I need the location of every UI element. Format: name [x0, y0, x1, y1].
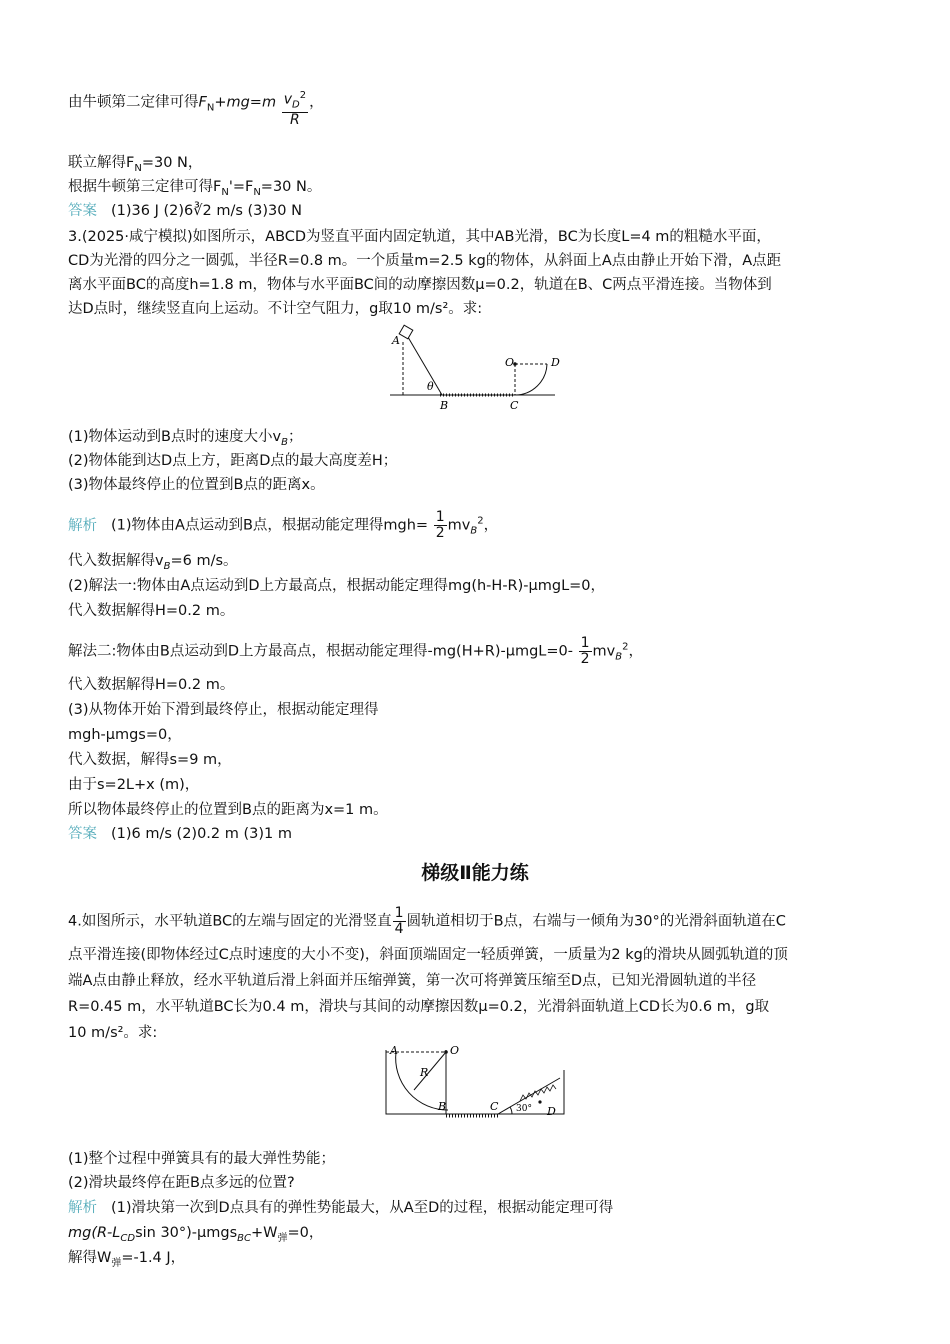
fraction: $\frac{1}{4}$ [394, 905, 404, 937]
sub-question: (3)物体最终停止的位置到B点的距离x。 [68, 477, 325, 493]
svg-text:A: A [392, 334, 400, 347]
section-title: 梯级Ⅱ能力练 [421, 862, 529, 884]
solution-line: 由于s=2L+x (m)， [68, 777, 200, 793]
sub-question: (1)整个过程中弹簧具有的最大弹性势能； [68, 1151, 336, 1167]
solution-line: 代入数据解得H=0.2 m。 [68, 677, 235, 693]
solution-line: (2)解法一:物体由A点运动到D上方最高点，根据动能定理得mg(h-H-R)-μmgL=0， [68, 578, 606, 594]
question-3-text: 离水平面BC的高度h=1.8 m，物体与水平面BC间的动摩擦因数μ=0.2，轨道在B、C两点平滑连接。当物体到 [68, 277, 772, 293]
svg-text:C: C [510, 399, 519, 412]
svg-text:D: D [551, 356, 560, 369]
question-4-text: 10 m/s²。求: [68, 1025, 158, 1041]
solution-line: 解得$W_弹=-1.4$ J， [68, 1250, 186, 1269]
sub-question: (1)物体运动到B点时的速度大小$v_B$； [68, 429, 303, 448]
question-3-text: 3.(2025·咸宁模拟)如图所示，ABCD为竖直平面内固定轨道，其中AB光滑，BC为长度L=4 m的粗糙水平面， [68, 229, 771, 245]
text-line: 联立解得$F_N=30$ N， [68, 155, 203, 174]
solution-line: 解析 (1)物体由A点运动到B点，根据动能定理得mgh= $\frac{1}{2}$ $mv_B^2$， [68, 509, 499, 541]
svg-text:θ: θ [427, 380, 434, 393]
question-4-text: 4.如图所示，水平轨道BC的左端与固定的光滑竖直 $\frac{1}{4}$ 圆轨道相切于B点，右端与一倾角为30°的光滑斜面轨道在C [68, 905, 786, 937]
solution-line: 代入数据，解得s=9 m， [68, 752, 232, 768]
fraction: $\frac{v_D^2}{R}$ [283, 90, 307, 129]
solution-line: 解析 (1)滑块第一次到D点具有的弹性势能最大，从A至D的过程，根据动能定理可得 [68, 1200, 614, 1216]
question-3-text: CD为光滑的四分之一圆弧，半径R=0.8 m。一个质量m=2.5 kg的物体，从斜面上A点由静止开始下滑，A点距 [68, 253, 782, 269]
svg-text:30°: 30° [516, 1104, 532, 1114]
svg-text:B: B [440, 399, 449, 412]
answer-line: 答案 (1)6 m/s (2)0.2 m (3)1 m [68, 826, 292, 842]
svg-text:C: C [490, 1100, 499, 1113]
svg-text:A: A [390, 1044, 398, 1057]
solution-line: 所以物体最终停止的位置到B点的距离为x=1 m。 [68, 802, 388, 818]
solution-line: 解法二:物体由B点运动到D上方最高点，根据动能定理得-mg(H+R)-μmgL=0- $\frac{1}{2}$ $mv_B^2$， [68, 635, 643, 667]
text-line: 由牛顿第二定律可得$F_N+mg=m$ $\frac{v_D^2}{R}$ ， [68, 90, 324, 129]
text-line: 根据牛顿第三定律可得$F_N'=F_N=30$ N。 [68, 179, 322, 198]
solution-line: mgh-μmgs=0， [68, 727, 182, 743]
svg-text:O: O [450, 1044, 460, 1057]
fraction: $\frac{1}{2}$ [435, 509, 445, 541]
svg-text:O: O [505, 356, 515, 369]
question-4-text: 点平滑连接(即物体经过C点时速度的大小不变)，斜面顶端固定一轻质弹簧，一质量为2 kg的滑块从圆弧轨道的顶 [68, 947, 788, 963]
svg-text:D: D [547, 1105, 556, 1118]
svg-text:B: B [438, 1100, 447, 1113]
svg-text:R: R [420, 1066, 429, 1079]
question-3-text: 达D点时，继续竖直向上运动。不计空气阻力，g取10 m/s²。求: [68, 301, 483, 317]
fraction: $\frac{1}{2}$ [580, 635, 590, 667]
question-4-text: R=0.45 m，水平轨道BC长为0.4 m，滑块与其间的动摩擦因数μ=0.2，光滑斜面轨道上CD长为0.6 m，g取 [68, 999, 770, 1015]
solution-line: $mg(R-L_{CD}\sin$ $30^\circ)-\mu mgs_{BC}+W_弹=0$， [68, 1225, 324, 1244]
answer-line: 答案 (1)36 J (2)6∛2 m/s (3)30 N [68, 203, 302, 219]
solution-line: (3)从物体开始下滑到最终停止，根据动能定理得 [68, 702, 379, 718]
solution-line: 代入数据解得$v_B=6$ m/s。 [68, 553, 238, 572]
sub-question: (2)滑块最终停在距B点多远的位置? [68, 1175, 295, 1191]
figure-track-with-spring [380, 1044, 570, 1124]
solution-line: 代入数据解得H=0.2 m。 [68, 603, 235, 619]
question-4-text: 端A点由静止释放，经水平轨道后滑上斜面并压缩弹簧，第一次可将弹簧压缩至D点，已知光滑圆轨道的半径 [68, 973, 757, 989]
sub-question: (2)物体能到达D点上方，距离D点的最大高度差H； [68, 453, 398, 469]
figure-track-abcd [385, 322, 575, 414]
